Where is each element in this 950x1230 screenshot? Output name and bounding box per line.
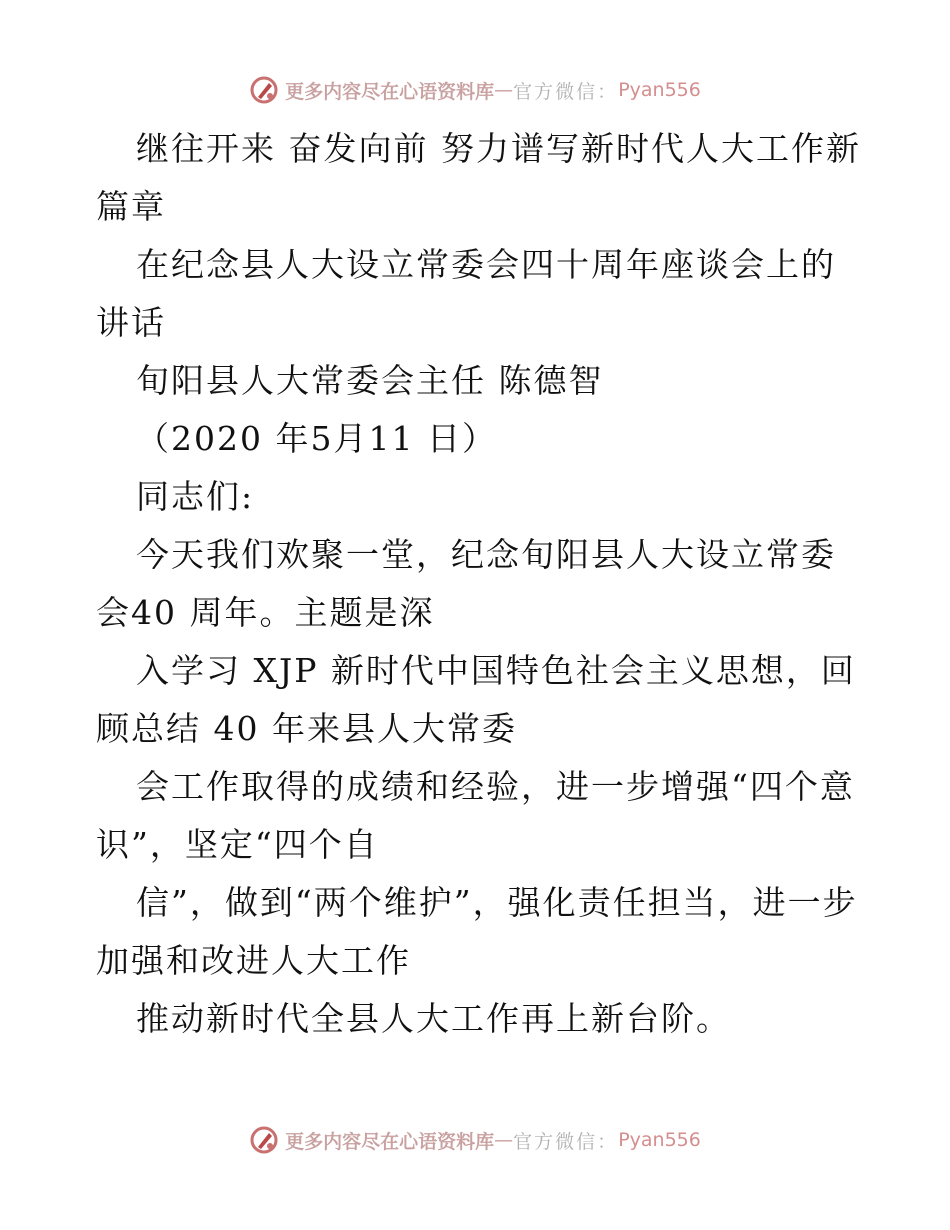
watermark-account: Pyan556 — [618, 1129, 701, 1151]
watermark-label: 官方微信： — [513, 80, 619, 103]
document-author: 旬阳县人大常委会主任 陈德智 — [136, 361, 604, 400]
document-body — [96, 120, 866, 1048]
watermark-brand: 更多内容尽在心语资料库 — [285, 80, 495, 103]
document-paragraph: 信”，做到“两个维护”，强化责任担当，进一步加强和改进人大工作 — [96, 883, 858, 980]
document-paragraph: 推动新时代全县人大工作再上新台阶。 — [136, 999, 731, 1038]
document-paragraph: 会工作取得的成绩和经验，进一步增强“四个意识”，坚定“四个自 — [96, 767, 855, 864]
document-paragraph: 入学习 XJP 新时代中国特色社会主义思想，回顾总结 40 年来县人大常委 — [96, 651, 856, 748]
document-paragraph: 今天我们欢聚一堂，纪念旬阳县人大设立常委会40 周年。主题是深 — [96, 535, 836, 632]
pen-circle-logo-icon — [249, 1125, 279, 1155]
header-watermark — [0, 70, 950, 110]
document-salutation: 同志们: — [136, 477, 255, 516]
document-subtitle: 在纪念县人大设立常委会四十周年座谈会上的讲话 — [96, 245, 836, 342]
pen-circle-logo-icon — [249, 75, 279, 105]
watermark-label: 官方微信： — [513, 1130, 619, 1153]
document-title: 继往开来 奋发向前 努力谱写新时代人大工作新篇章 — [96, 129, 861, 226]
document-date: （2020 年5月11 日） — [136, 419, 497, 458]
watermark-account: Pyan556 — [618, 79, 701, 101]
watermark-separator: — — [494, 79, 514, 101]
watermark-separator: — — [494, 1129, 514, 1151]
footer-watermark — [0, 1120, 950, 1160]
watermark-brand: 更多内容尽在心语资料库 — [285, 1130, 495, 1153]
